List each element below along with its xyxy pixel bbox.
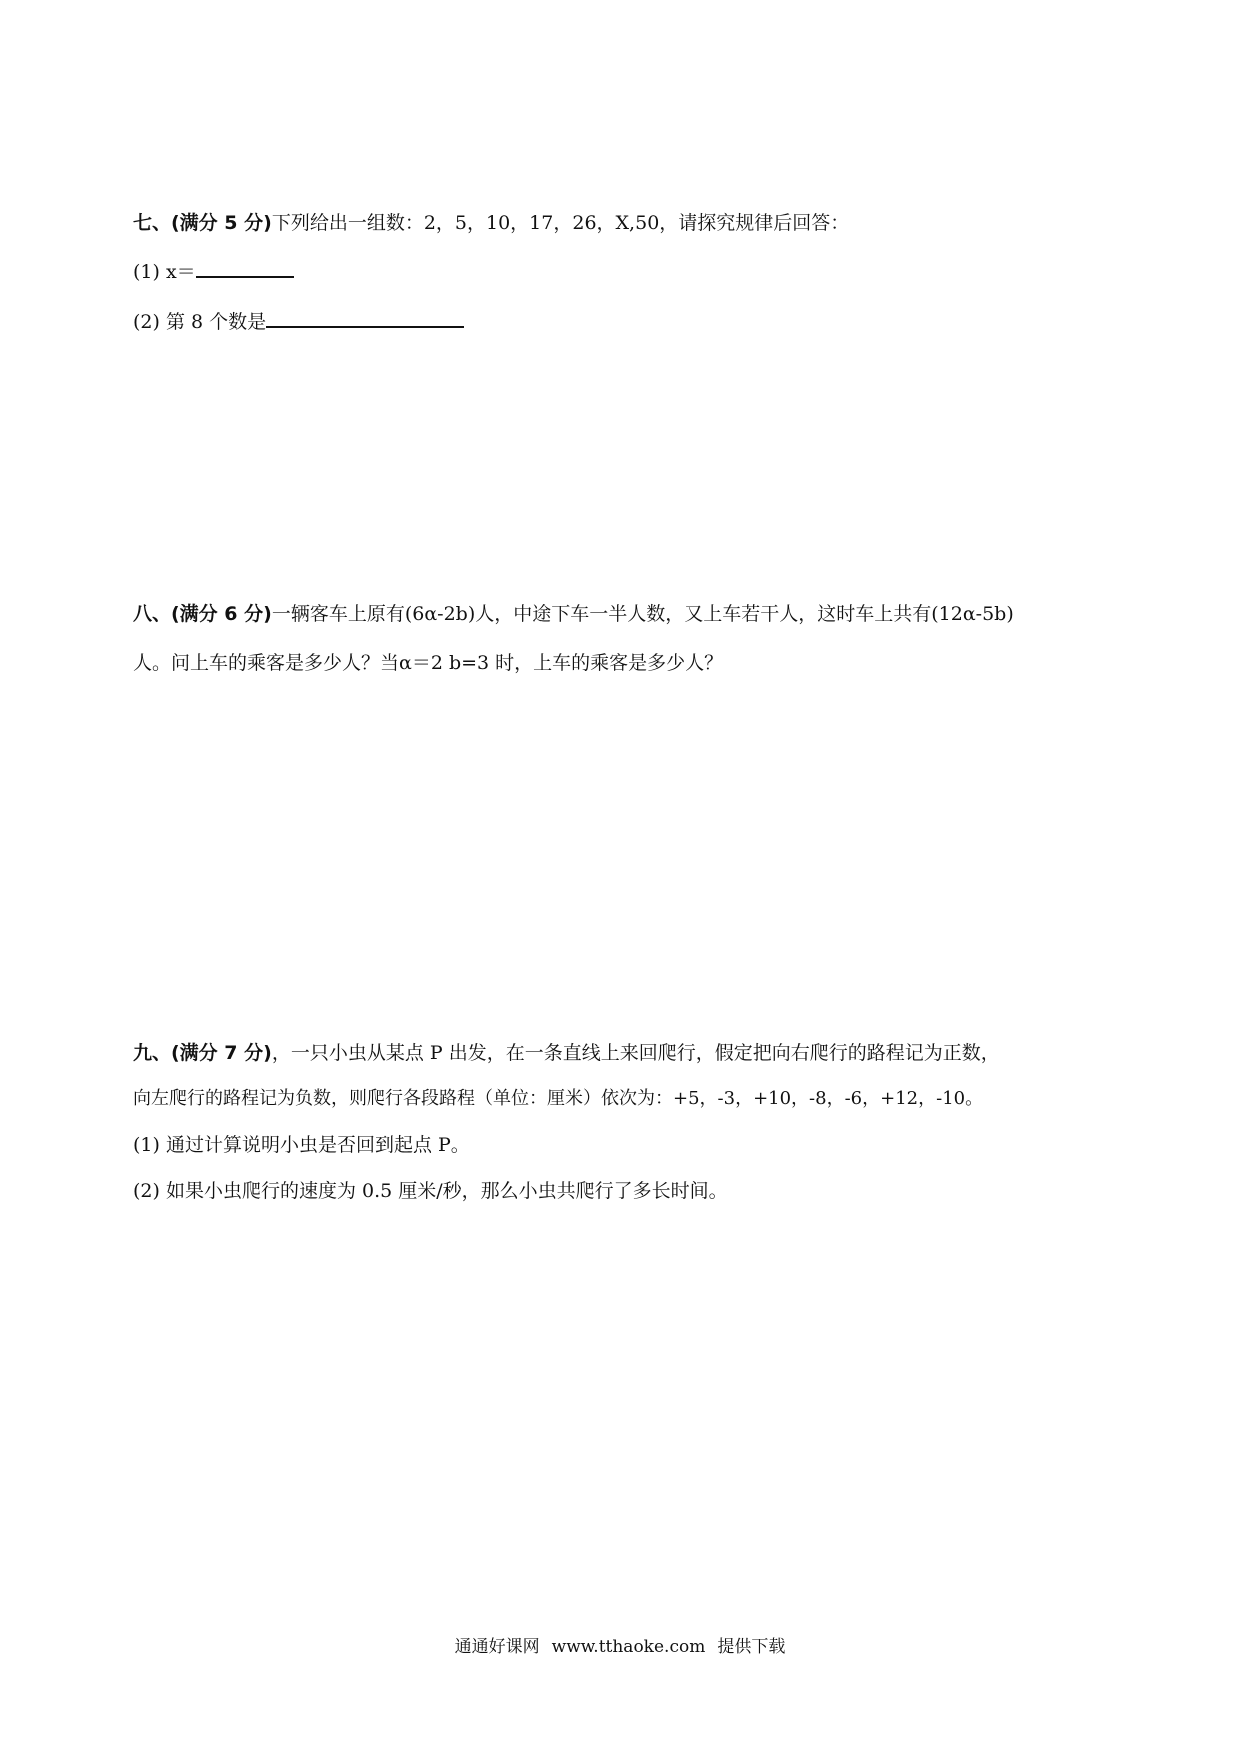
q9-text-line2: 向左爬行的路程记为负数，则爬行各段路程（单位：厘米）依次为：+5，-3，+10，-8，-6，+12，-10。 [133, 1088, 984, 1109]
footer-site-name: 通通好课网 [454, 1637, 540, 1657]
q9-sub2-line [133, 1178, 728, 1204]
q7-sub2-line [133, 306, 464, 335]
q9-sub1: (1) 通过计算说明小虫是否回到起点 P。 [133, 1134, 470, 1156]
q7-sub2-answer-blank[interactable] [266, 306, 464, 328]
footer-note: 提供下载 [717, 1637, 786, 1657]
q9-line2 [133, 1086, 983, 1112]
q8-line1 [133, 601, 1014, 627]
q7-sub1-label: (1) x＝ [133, 261, 196, 283]
q8-line2 [133, 650, 723, 676]
q7-sub1-answer-blank[interactable] [196, 256, 294, 278]
q7-sub1-line [133, 256, 294, 285]
q9-sub1-line [133, 1132, 470, 1158]
q8-heading: 八、(满分 6 分) [133, 603, 272, 625]
q7-text: 下列给出一组数：2，5，10，17，26，X,50，请探究规律后回答： [271, 212, 850, 234]
q9-heading: 九、(满分 7 分) [133, 1042, 272, 1064]
q9-sub2: (2) 如果小虫爬行的速度为 0.5 厘米/秒，那么小虫共爬行了多长时间。 [133, 1180, 728, 1202]
q7-sub2-label: (2) 第 8 个数是 [133, 311, 267, 333]
q8-text-line1: 一辆客车上原有(6α-2b)人，中途下车一半人数，又上车若干人，这时车上共有(12α-5b) [271, 603, 1014, 625]
q9-line1 [133, 1040, 1000, 1066]
footer-url[interactable]: www.tthaoke.com [551, 1637, 706, 1657]
q9-text-line1: ，一只小虫从某点 P 出发，在一条直线上来回爬行，假定把向右爬行的路程记为正数， [271, 1042, 1000, 1064]
q7-heading: 七、(满分 5 分) [133, 212, 272, 234]
page-footer [0, 1635, 1240, 1659]
q8-text-line2: 人。问上车的乘客是多少人？当α＝2 b=3 时，上车的乘客是多少人？ [133, 652, 724, 674]
q7-line [133, 210, 849, 236]
